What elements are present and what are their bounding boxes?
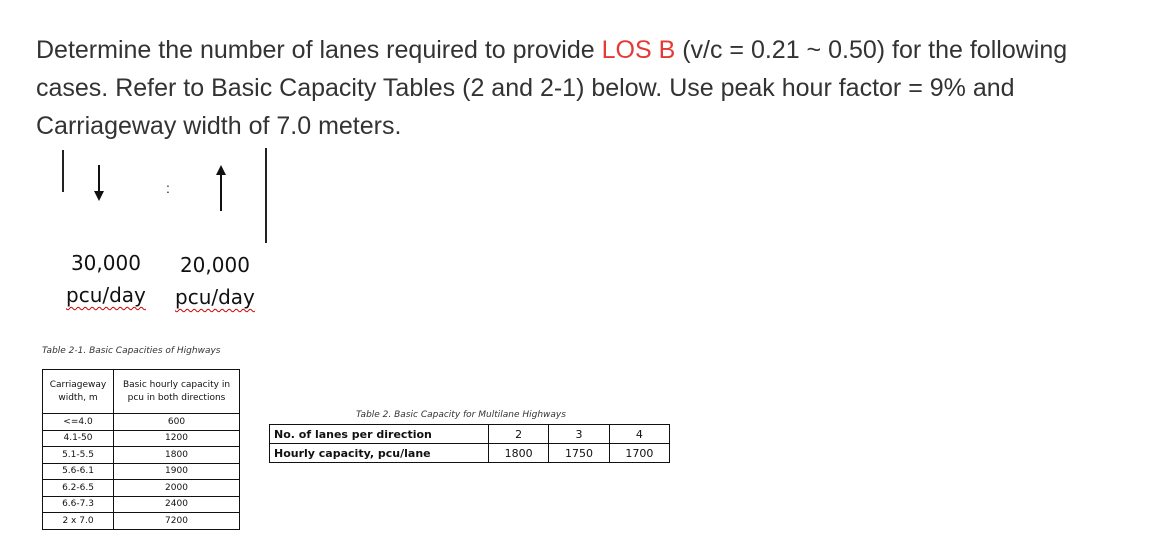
- capacity-cell: 1900: [114, 463, 240, 480]
- problem-text-start: Determine the number of lanes required to provide: [36, 36, 602, 64]
- traffic-flow-diagram: [54, 140, 284, 250]
- capacity-cell: 2000: [114, 480, 240, 497]
- lane-divider: :: [166, 180, 170, 196]
- table-row: [270, 425, 670, 444]
- down-arrow-icon: [92, 165, 106, 203]
- lanes-cell: 4: [609, 425, 669, 444]
- northbound-flow: [175, 249, 255, 313]
- flow-value: 20,000: [179, 253, 250, 277]
- width-cell: <=4.0: [43, 414, 114, 431]
- lanes-cell: 2: [489, 425, 549, 444]
- table-row: [43, 447, 240, 464]
- southbound-flow: [66, 247, 146, 311]
- width-cell: 5.6-6.1: [43, 463, 114, 480]
- table2-caption: Table 2. Basic Capacity for Multilane Highways: [356, 410, 566, 420]
- capacity-cell: 1700: [609, 444, 669, 463]
- table-row: [43, 430, 240, 447]
- table1-caption: Table 2-1. Basic Capacities of Highways: [42, 346, 221, 356]
- width-cell: 4.1-50: [43, 430, 114, 447]
- capacity-cell: 1200: [114, 430, 240, 447]
- table-header-row: [43, 370, 240, 414]
- table-row: [43, 480, 240, 497]
- width-cell: 6.2-6.5: [43, 480, 114, 497]
- up-arrow-icon: [214, 164, 228, 212]
- width-cell: 2 x 7.0: [43, 513, 114, 530]
- capacity-cell: 2400: [114, 496, 240, 513]
- column-header: Basic hourly capacity in pcu in both directions: [114, 370, 240, 414]
- flow-unit: pcu/day: [175, 285, 255, 309]
- column-header: Carriageway width, m: [43, 370, 114, 414]
- table-row: [43, 463, 240, 480]
- row-label: No. of lanes per direction: [270, 425, 489, 444]
- problem-text-end: (v/c = 0.21 ~ 0.50) for the following cases. Refer to Basic Capacity Tables (2 and 2-1) below. Use peak hour factor = 9% and Carriageway width of 7.0 meters.: [36, 36, 1068, 140]
- multilane-capacity-table: [269, 424, 670, 463]
- road-edge-right: [265, 148, 267, 243]
- width-cell: 5.1-5.5: [43, 447, 114, 464]
- road-edge-left: [62, 150, 64, 192]
- table-row: [43, 414, 240, 431]
- flow-unit: pcu/day: [66, 283, 146, 307]
- capacity-cell: 1800: [114, 447, 240, 464]
- basic-capacities-table: [42, 369, 240, 530]
- problem-statement: [36, 31, 1126, 145]
- row-label: Hourly capacity, pcu/lane: [270, 444, 489, 463]
- capacity-cell: 7200: [114, 513, 240, 530]
- width-cell: 6.6-7.3: [43, 496, 114, 513]
- table-row: [270, 444, 670, 463]
- capacity-cell: 1750: [549, 444, 609, 463]
- capacity-cell: 1800: [489, 444, 549, 463]
- capacity-cell: 600: [114, 414, 240, 431]
- lanes-cell: 3: [549, 425, 609, 444]
- table-row: [43, 496, 240, 513]
- los-highlight: LOS B: [601, 36, 676, 64]
- flow-value: 30,000: [70, 251, 141, 275]
- table-row: [43, 513, 240, 530]
